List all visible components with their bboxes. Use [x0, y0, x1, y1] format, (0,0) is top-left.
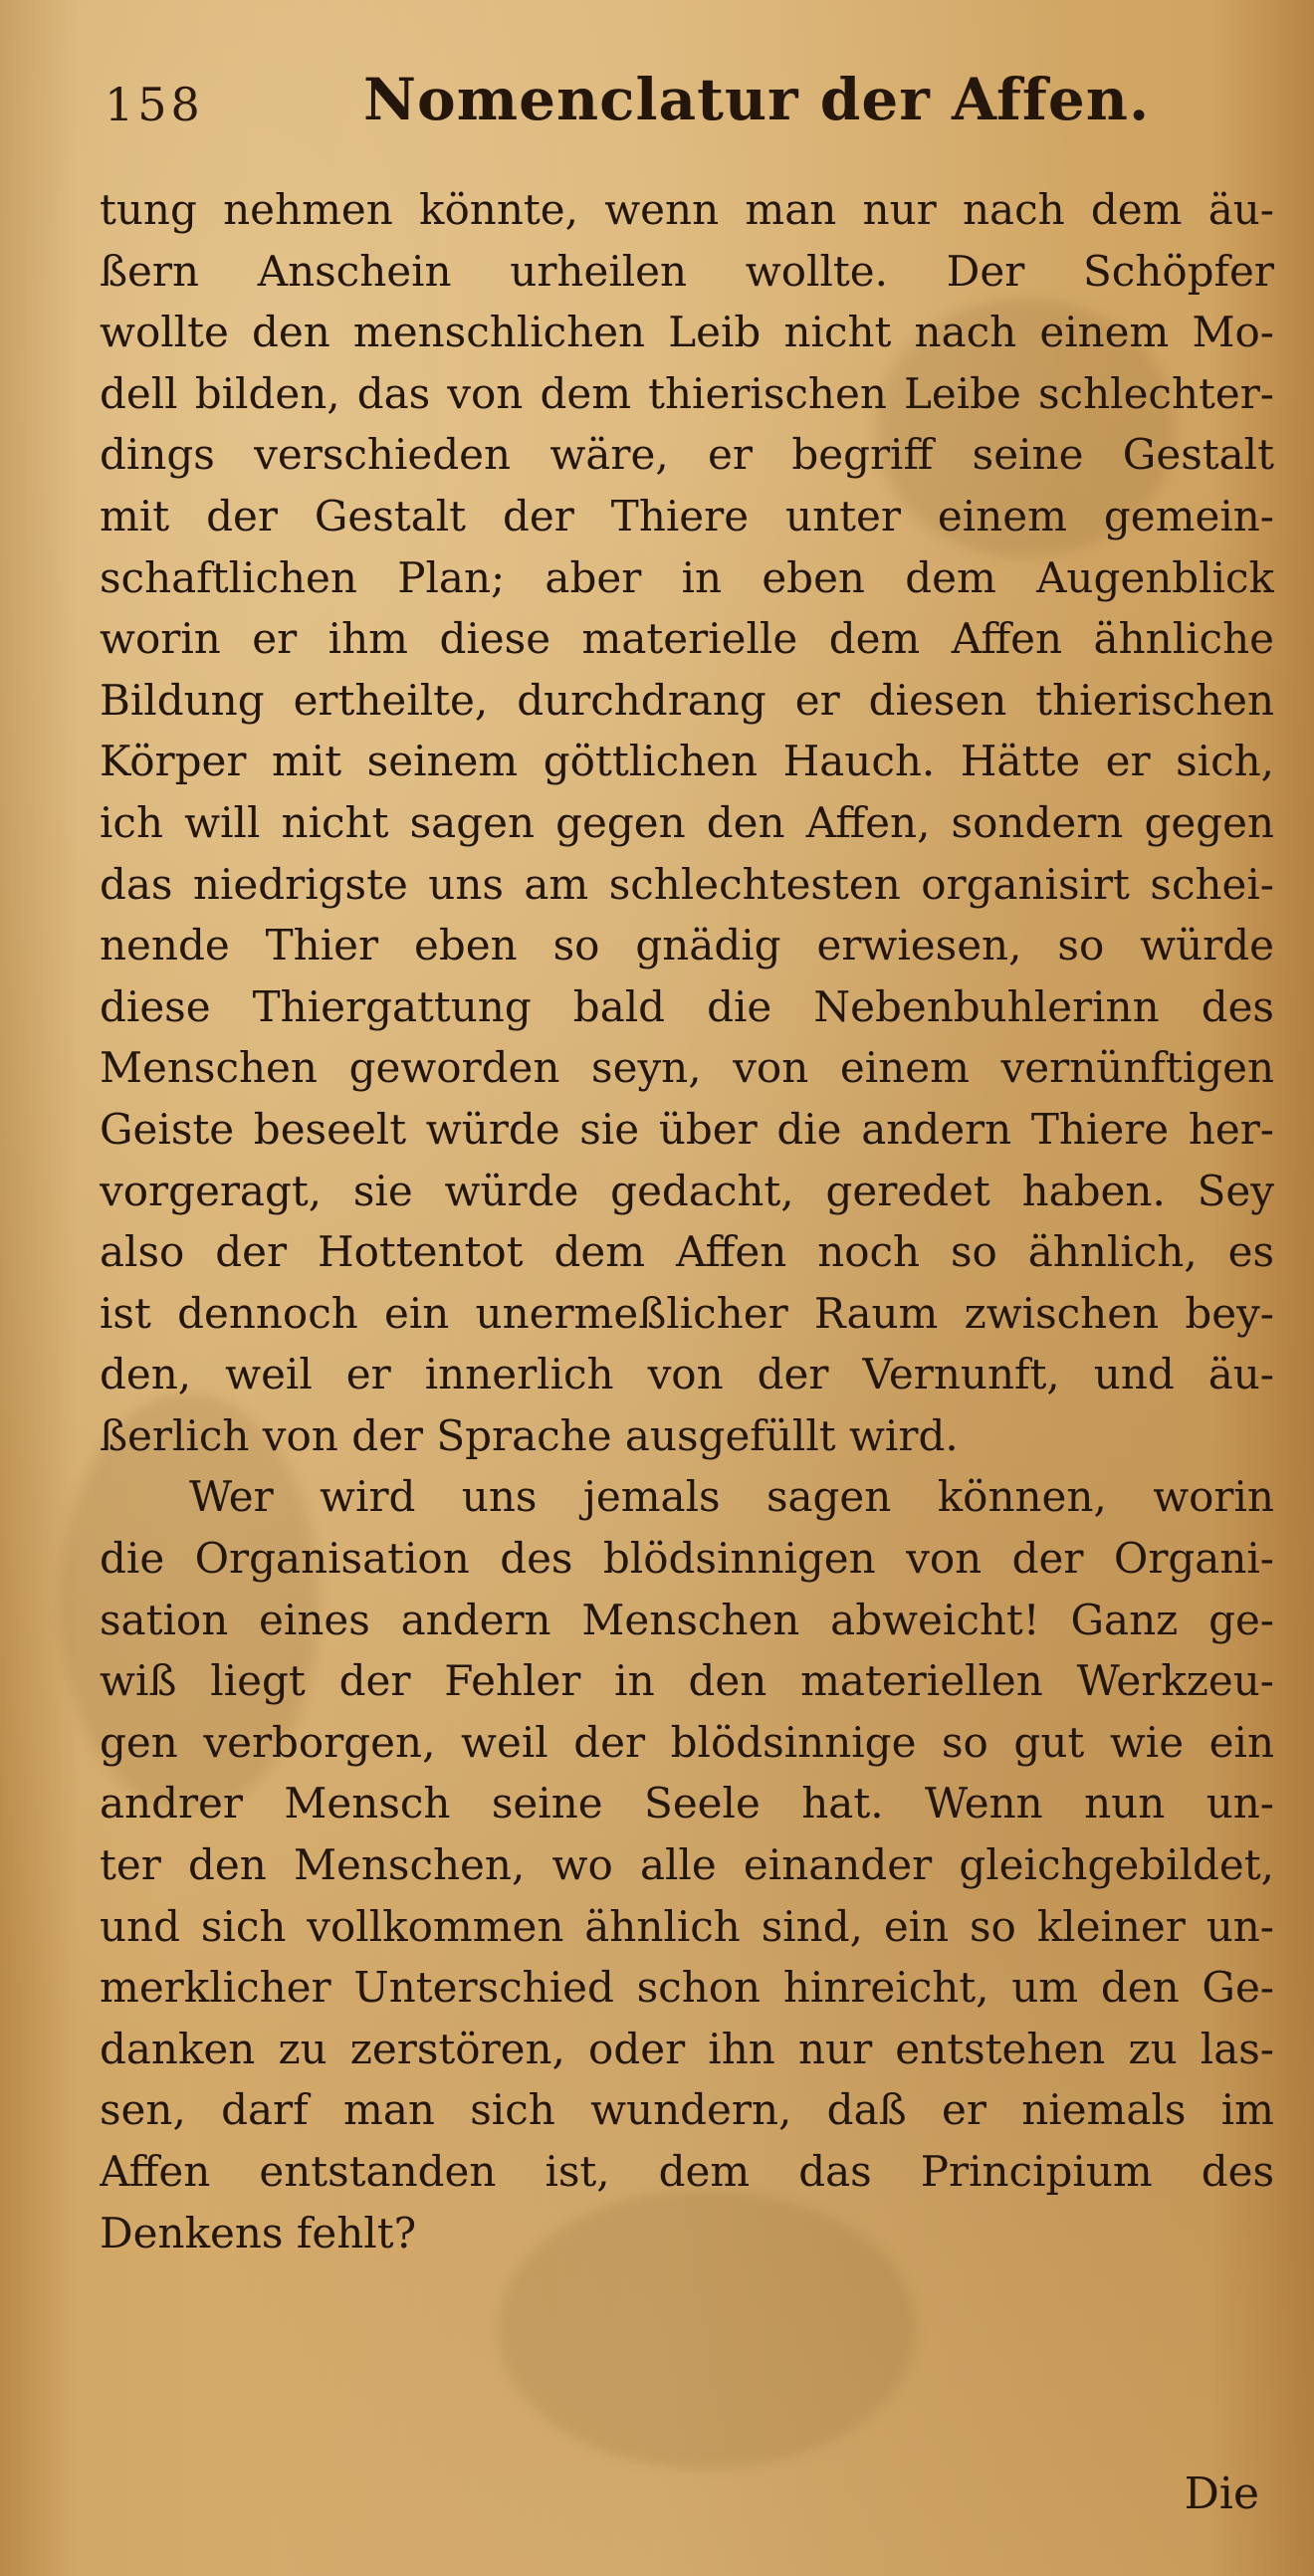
text-line: das niedrigste uns am schlechtesten organisirt schei-	[100, 859, 1274, 909]
text-line: andrer Mensch seine Seele hat. Wenn nun un-	[100, 1779, 1274, 1828]
text-line: nende Thier eben so gnädig erwiesen, so würde	[100, 921, 1274, 970]
text-line: dell bilden, das von dem thierischen Leibe schlechter-	[100, 368, 1274, 418]
text-line: Affen entstanden ist, dem das Principium des	[100, 2147, 1274, 2196]
text-line: Bildung ertheilte, durchdrang er diesen thierischen	[100, 675, 1274, 725]
text-line: Denkens fehlt?	[100, 2208, 417, 2257]
text-line: merklicher Unterschied schon hinreicht, um den Ge-	[100, 1963, 1274, 2013]
text-line: also der Hottentot dem Affen noch so ähnlich, es	[100, 1227, 1274, 1277]
text-line: diese Thiergattung bald die Nebenbuhlerinn des	[100, 981, 1274, 1031]
paragraph-1	[100, 179, 1274, 1466]
text-line: Körper mit seinem göttlichen Hauch. Hätte er sich,	[100, 737, 1274, 786]
text-line: und sich vollkommen ähnlich sind, ein so kleiner un-	[100, 1901, 1274, 1951]
page-number: 158	[105, 78, 204, 131]
text-line: Menschen geworden seyn, von einem vernünftigen	[100, 1043, 1274, 1093]
paragraph-2	[100, 1466, 1274, 2263]
text-line: mit der Gestalt der Thiere unter einem gemein-	[100, 491, 1274, 540]
text-line: den, weil er innerlich von der Vernunft, und äu-	[100, 1350, 1274, 1399]
text-line: danken zu zerstören, oder ihn nur entstehen zu las-	[100, 2024, 1274, 2073]
text-line: ßerlich von der Sprache ausgefüllt wird.	[100, 1410, 959, 1460]
text-line: schaftlichen Plan; aber in eben dem Augenblick	[100, 552, 1274, 602]
text-line: ist dennoch ein unermeßlicher Raum zwischen bey-	[100, 1288, 1274, 1338]
text-line: dings verschieden wäre, er begriff seine Gestalt	[100, 430, 1274, 480]
text-line: wiß liegt der Fehler in den materiellen Werkzeu-	[100, 1656, 1274, 1706]
text-line: sation eines andern Menschen abweicht! Ganz ge-	[100, 1595, 1274, 1644]
text-line: gen verborgen, weil der blödsinnige so gut wie ein	[100, 1717, 1274, 1767]
text-line: sen, darf man sich wundern, daß er niemals im	[100, 2085, 1274, 2135]
body-text	[100, 179, 1274, 2263]
text-line: ßern Anschein urheilen wollte. Der Schöpfer	[100, 246, 1274, 296]
running-title: Nomenclatur der Affen.	[363, 66, 1151, 133]
catchword: Die	[1184, 2469, 1259, 2519]
text-line: wollte den menschlichen Leib nicht nach einem Mo-	[100, 308, 1274, 357]
text-line: Wer wird uns jemals sagen können, worin	[189, 1472, 1274, 1522]
text-line: die Organisation des blödsinnigen von der Organi-	[100, 1534, 1274, 1584]
text-line: Geiste beseelt würde sie über die andern Thiere her-	[100, 1104, 1274, 1154]
text-line: tung nehmen könnte, wenn man nur nach dem äu-	[100, 185, 1274, 234]
text-line: ich will nicht sagen gegen den Affen, sondern gegen	[100, 797, 1274, 847]
page-header	[95, 58, 1229, 147]
text-line: vorgeragt, sie würde gedacht, geredet haben. Sey	[100, 1166, 1274, 1215]
text-line: ter den Menschen, wo alle einander gleichgebildet,	[100, 1840, 1274, 1890]
text-line: worin er ihm diese materielle dem Affen ähnliche	[100, 614, 1274, 664]
